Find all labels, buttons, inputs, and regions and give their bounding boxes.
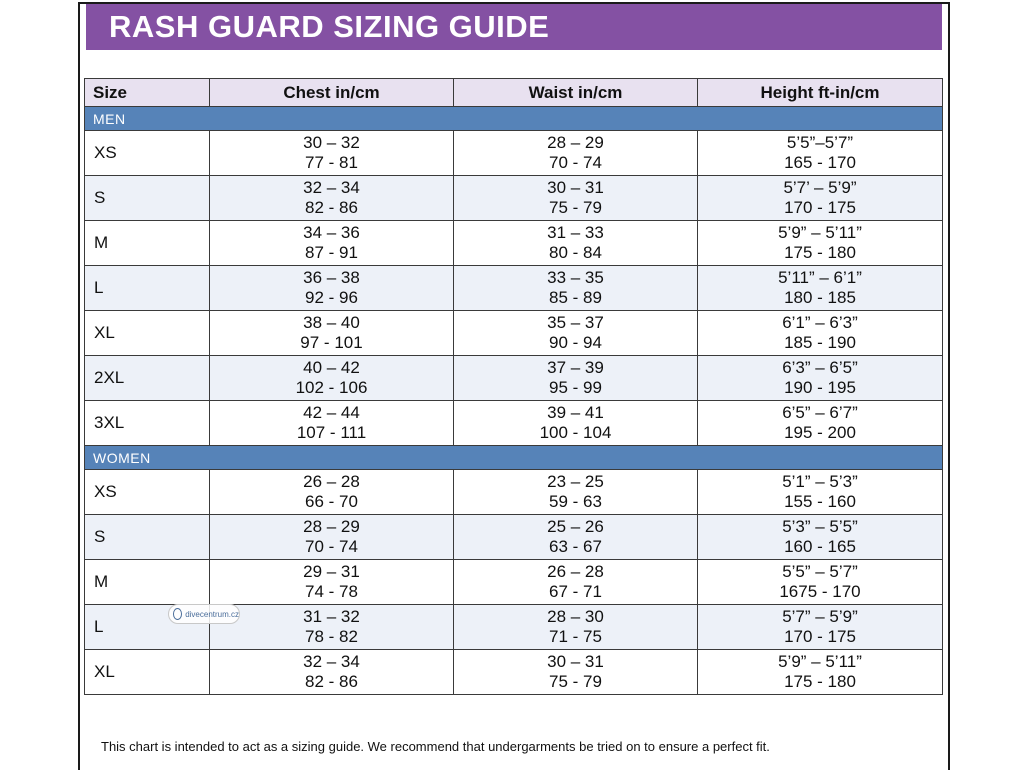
chest-inches: 32 – 34: [303, 652, 360, 671]
chest-cell: [210, 605, 454, 650]
chest-inches: 42 – 44: [303, 403, 360, 422]
height-inches: 5’5” – 5’7”: [782, 562, 858, 581]
waist-cm: 67 - 71: [549, 582, 602, 601]
waist-cell: [454, 560, 698, 605]
height-inches: 5’5”–5’7”: [786, 133, 854, 152]
waist-cell: [454, 221, 698, 266]
header-chest: Chest in/cm: [210, 79, 454, 107]
group-row: [85, 107, 943, 131]
height-cell: [698, 266, 943, 311]
globe-logo-icon: [173, 608, 182, 620]
chest-cell: [210, 221, 454, 266]
chest-inches: 36 – 38: [303, 268, 360, 287]
header-waist: Waist in/cm: [454, 79, 698, 107]
waist-inches: 23 – 25: [547, 472, 604, 491]
chest-inches: 32 – 34: [303, 178, 360, 197]
chest-inches: 34 – 36: [303, 223, 360, 242]
chest-cell: [210, 266, 454, 311]
chest-cm: 70 - 74: [305, 537, 358, 556]
chest-cm: 77 - 81: [305, 153, 358, 172]
waist-cm: 85 - 89: [549, 288, 602, 307]
waist-cm: 59 - 63: [549, 492, 602, 511]
table-row: [85, 515, 943, 560]
group-label: WOMEN: [85, 446, 943, 470]
waist-cell: [454, 176, 698, 221]
waist-cm: 90 - 94: [549, 333, 602, 352]
size-cell: S: [85, 176, 210, 221]
size-cell: 2XL: [85, 356, 210, 401]
height-cell: [698, 311, 943, 356]
chest-inches: 30 – 32: [303, 133, 360, 152]
height-inches: 6’1” – 6’3”: [782, 313, 858, 332]
chest-cell: [210, 131, 454, 176]
chest-cm: 102 - 106: [295, 378, 368, 397]
chest-cm: 78 - 82: [305, 627, 358, 646]
size-cell: L: [85, 605, 210, 650]
height-cm: 155 - 160: [784, 492, 856, 511]
table-row: [85, 176, 943, 221]
waist-cell: [454, 266, 698, 311]
chest-inches: 31 – 32: [303, 607, 360, 626]
waist-inches: 28 – 30: [547, 607, 604, 626]
height-cell: [698, 650, 943, 695]
height-cm: 165 - 170: [784, 153, 856, 172]
size-cell: 3XL: [85, 401, 210, 446]
height-cell: [698, 356, 943, 401]
chest-cm: 97 - 101: [300, 333, 363, 352]
chest-inches: 28 – 29: [303, 517, 360, 536]
height-cell: [698, 176, 943, 221]
height-inches: 5’1” – 5’3”: [782, 472, 858, 491]
waist-cm: 75 - 79: [549, 672, 602, 691]
page-title: RASH GUARD SIZING GUIDE: [109, 9, 550, 44]
height-cell: [698, 131, 943, 176]
size-cell: XS: [85, 470, 210, 515]
waist-inches: 37 – 39: [547, 358, 604, 377]
chest-cell: [210, 176, 454, 221]
table-row: [85, 311, 943, 356]
waist-inches: 25 – 26: [547, 517, 604, 536]
height-inches: 5’3” – 5’5”: [782, 517, 858, 536]
waist-cell: [454, 131, 698, 176]
table-row: [85, 650, 943, 695]
table-row: [85, 221, 943, 266]
height-cell: [698, 221, 943, 266]
chest-cm: 87 - 91: [305, 243, 358, 262]
chest-cell: [210, 311, 454, 356]
waist-cell: [454, 401, 698, 446]
table-row: [85, 470, 943, 515]
waist-inches: 26 – 28: [547, 562, 604, 581]
height-cm: 170 - 175: [784, 627, 856, 646]
table-row: [85, 131, 943, 176]
table-row: [85, 401, 943, 446]
table-header-row: [85, 79, 943, 107]
waist-cell: [454, 311, 698, 356]
chest-inches: 26 – 28: [303, 472, 360, 491]
watermark-text: divecentrum.cz: [185, 609, 239, 619]
height-cell: [698, 401, 943, 446]
chest-cell: [210, 650, 454, 695]
height-cm: 185 - 190: [784, 333, 856, 352]
watermark-logo: [168, 604, 240, 624]
chest-cell: [210, 470, 454, 515]
waist-cell: [454, 650, 698, 695]
size-cell: L: [85, 266, 210, 311]
waist-cm: 100 - 104: [539, 423, 612, 442]
waist-cell: [454, 470, 698, 515]
waist-inches: 33 – 35: [547, 268, 604, 287]
height-cell: [698, 470, 943, 515]
chest-cm: 74 - 78: [305, 582, 358, 601]
height-cell: [698, 515, 943, 560]
size-cell: S: [85, 515, 210, 560]
waist-cm: 71 - 75: [549, 627, 602, 646]
header-height: Height ft-in/cm: [698, 79, 943, 107]
chest-inches: 38 – 40: [303, 313, 360, 332]
size-cell: XL: [85, 650, 210, 695]
footnote: This chart is intended to act as a sizing guide. We recommend that undergarments be tried on to ensure a perfect fit.: [101, 739, 770, 754]
chest-inches: 40 – 42: [303, 358, 360, 377]
height-cm: 175 - 180: [784, 672, 856, 691]
height-inches: 5’9” – 5’11”: [778, 223, 862, 242]
chest-cell: [210, 401, 454, 446]
waist-inches: 30 – 31: [547, 178, 604, 197]
waist-cm: 95 - 99: [549, 378, 602, 397]
height-cm: 160 - 165: [784, 537, 856, 556]
chest-cm: 82 - 86: [305, 198, 358, 217]
waist-inches: 35 – 37: [547, 313, 604, 332]
chest-inches: 29 – 31: [303, 562, 360, 581]
height-inches: 5’11” – 6’1”: [778, 268, 862, 287]
group-row: [85, 446, 943, 470]
chest-cm: 107 - 111: [296, 423, 367, 442]
chest-cm: 92 - 96: [305, 288, 358, 307]
waist-cell: [454, 515, 698, 560]
height-cm: 190 - 195: [784, 378, 856, 397]
waist-cell: [454, 605, 698, 650]
size-cell: M: [85, 560, 210, 605]
height-inches: 5’7” – 5’9”: [782, 607, 858, 626]
height-cm: 195 - 200: [784, 423, 856, 442]
size-cell: M: [85, 221, 210, 266]
table-row: [85, 356, 943, 401]
waist-cm: 75 - 79: [549, 198, 602, 217]
chest-cell: [210, 515, 454, 560]
chest-cell: [210, 560, 454, 605]
size-cell: XS: [85, 131, 210, 176]
waist-inches: 39 – 41: [547, 403, 604, 422]
waist-cm: 70 - 74: [549, 153, 602, 172]
waist-inches: 28 – 29: [547, 133, 604, 152]
size-cell: XL: [85, 311, 210, 356]
table-row: [85, 266, 943, 311]
waist-cm: 80 - 84: [549, 243, 602, 262]
chest-cm: 66 - 70: [305, 492, 358, 511]
height-inches: 6’5” – 6’7”: [782, 403, 858, 422]
height-inches: 6’3” – 6’5”: [782, 358, 858, 377]
header-size: Size: [85, 79, 210, 107]
waist-cell: [454, 356, 698, 401]
title-banner: [86, 4, 942, 50]
chest-cell: [210, 356, 454, 401]
group-label: MEN: [85, 107, 943, 131]
height-inches: 5’7’ – 5’9”: [783, 178, 857, 197]
height-cm: 170 - 175: [784, 198, 856, 217]
height-inches: 5’9” – 5’11”: [778, 652, 862, 671]
sizing-table: [84, 78, 943, 695]
table-row: [85, 560, 943, 605]
chest-cm: 82 - 86: [305, 672, 358, 691]
waist-inches: 31 – 33: [547, 223, 604, 242]
height-cm: 175 - 180: [784, 243, 856, 262]
height-cell: [698, 605, 943, 650]
height-cm: 1675 - 170: [779, 582, 861, 601]
height-cell: [698, 560, 943, 605]
waist-cm: 63 - 67: [549, 537, 602, 556]
waist-inches: 30 – 31: [547, 652, 604, 671]
height-cm: 180 - 185: [784, 288, 856, 307]
